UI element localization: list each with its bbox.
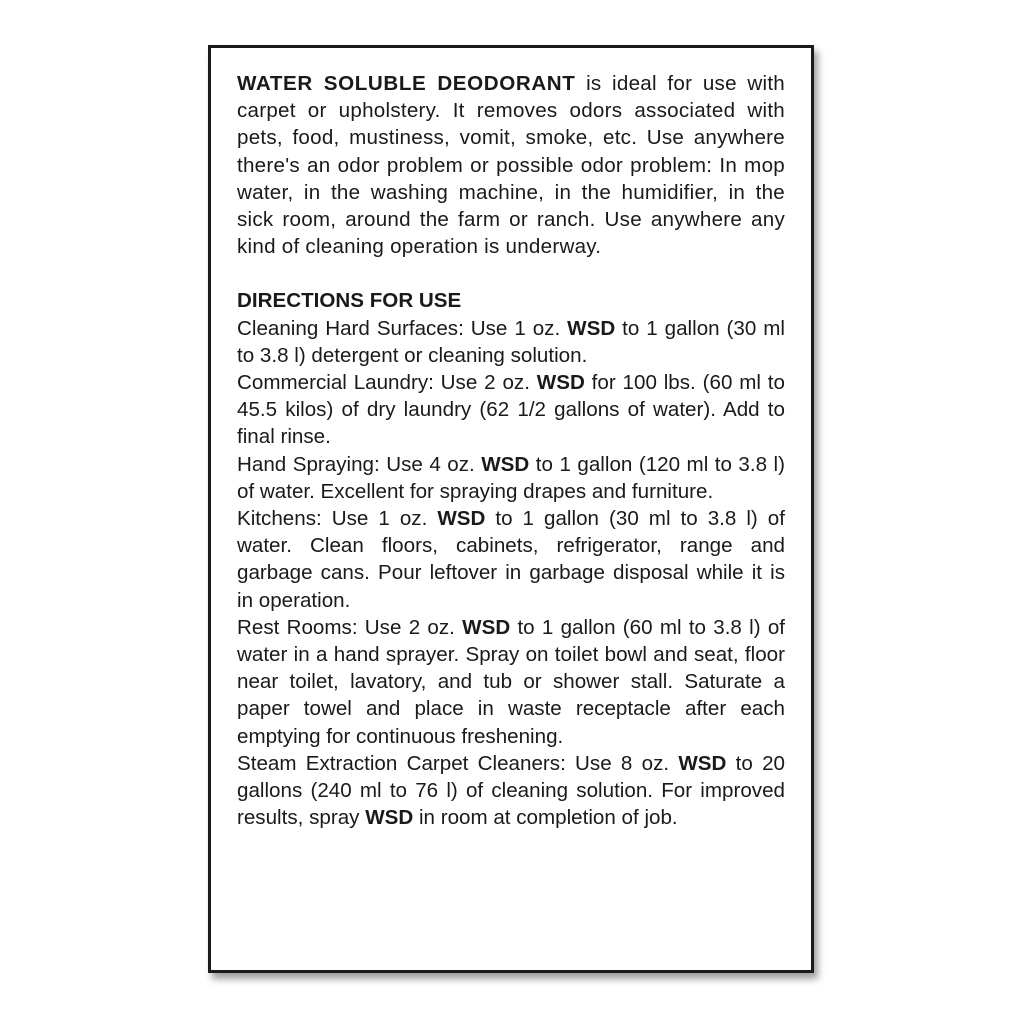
- direction-text: Hand Spraying: Use 4 oz.: [237, 452, 482, 476]
- direction-text: Commercial Laundry: Use 2 oz.: [237, 371, 537, 395]
- direction-rest-rooms: [237, 614, 785, 750]
- direction-text: to 20 gallons (240 ml to 76 l) of cleaning solution. For improved results, spray: [237, 751, 785, 830]
- wsd-abbr: WSD: [365, 806, 414, 830]
- direction-text: to 1 gallon (120 ml to 3.8 l) of water. Excellent for spraying drapes and furniture.: [237, 452, 785, 503]
- wsd-abbr: WSD: [481, 452, 530, 476]
- direction-cleaning-hard-surfaces: [237, 315, 785, 369]
- direction-kitchens: [237, 505, 785, 614]
- direction-text: to 1 gallon (30 ml to 3.8 l) of water. Clean floors, cabinets, refrigerator, range and garbage cans. Pour leftover in garbage disposal while it is in operation.: [237, 507, 785, 612]
- direction-text: Rest Rooms: Use 2 oz.: [237, 615, 463, 639]
- wsd-abbr: WSD: [536, 371, 585, 395]
- wsd-abbr: WSD: [678, 751, 727, 775]
- direction-text: to 1 gallon (60 ml to 3.8 l) of water in a hand sprayer. Spray on toilet bowl and seat, floor near toilet, lavatory, and tub or shower stall. Saturate a paper towel and place in waste receptacle after each emptying for continuous freshening.: [237, 615, 786, 748]
- wsd-abbr: WSD: [567, 316, 616, 340]
- direction-text: for 100 lbs. (60 ml to 45.5 kilos) of dry laundry (62 1/2 gallons of water). Add to final rinse.: [237, 371, 785, 449]
- direction-text: in room at completion of job.: [413, 806, 678, 830]
- product-name: WATER SOLUBLE DEODORANT: [237, 72, 576, 95]
- direction-hand-spraying: [237, 451, 785, 505]
- intro-paragraph: [237, 70, 785, 260]
- direction-text: Kitchens: Use 1 oz.: [237, 507, 438, 531]
- direction-commercial-laundry: [237, 369, 785, 451]
- direction-text: Cleaning Hard Surfaces: Use 1 oz.: [237, 316, 568, 340]
- wsd-abbr: WSD: [437, 507, 486, 531]
- direction-text: to 1 gallon (30 ml to 3.8 l) detergent or cleaning solution.: [237, 316, 785, 367]
- product-label: [208, 45, 814, 973]
- directions-heading: DIRECTIONS FOR USE: [237, 289, 462, 313]
- direction-text: Steam Extraction Carpet Cleaners: Use 8 oz.: [237, 751, 679, 775]
- intro-text: is ideal for use with carpet or upholstery. It removes odors associated with pets, food, mustiness, vomit, smoke, etc. Use anywhere there's an odor problem or possible odor problem: In mop water, in the washing machine, in the humidifier, in the sick room, around the farm or ranch. Use anywhere any kind of cleaning operation is underway.: [237, 72, 785, 259]
- direction-steam-extraction: [237, 750, 785, 832]
- wsd-abbr: WSD: [462, 615, 511, 639]
